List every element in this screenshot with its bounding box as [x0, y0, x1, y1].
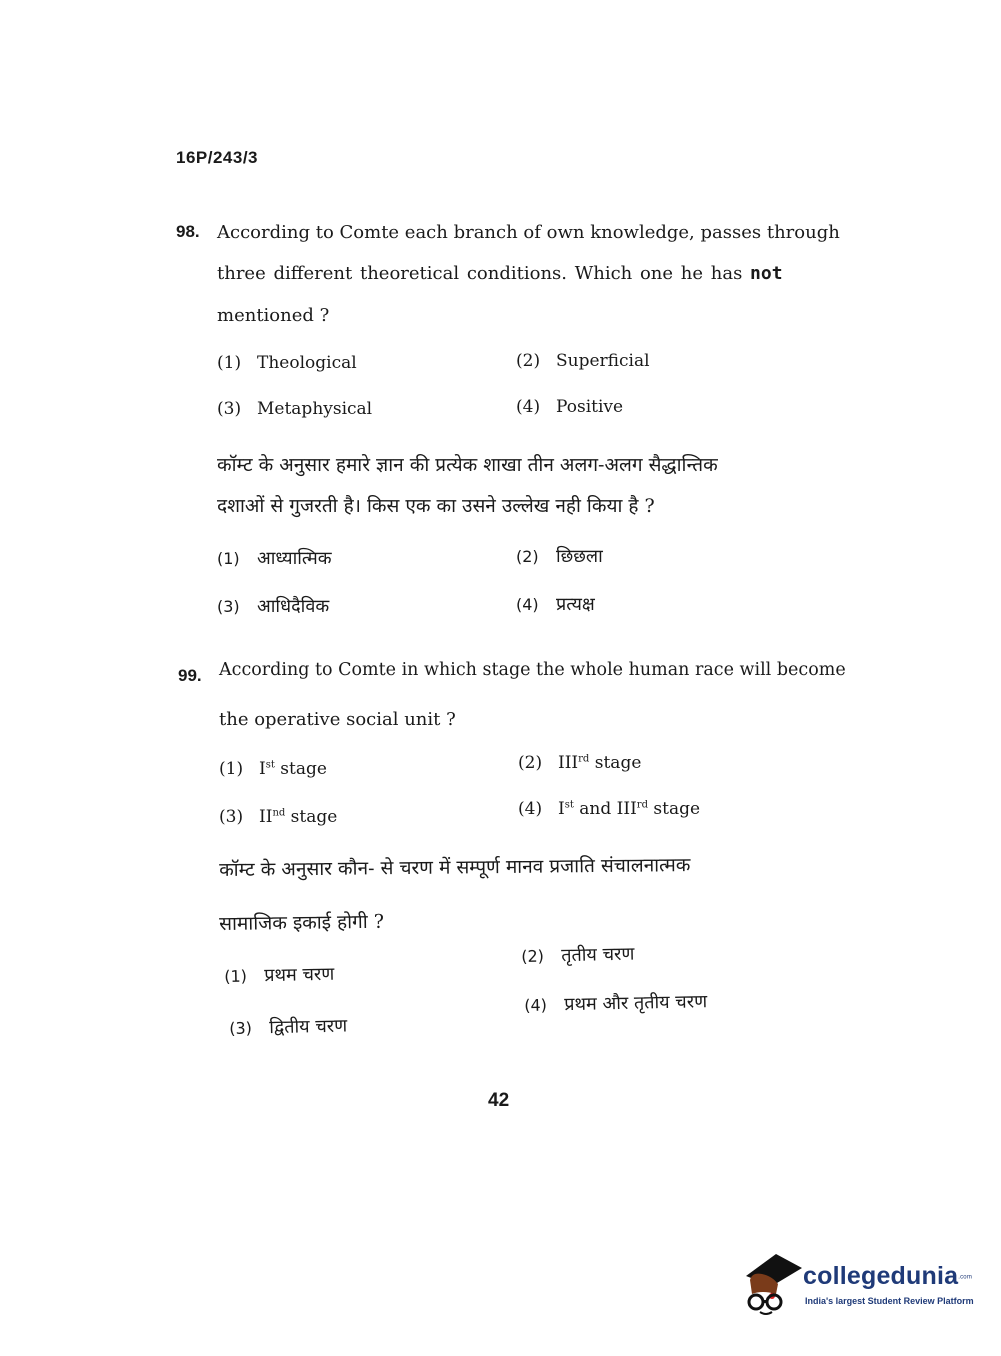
q99-hi-option-3-text: द्वितीय चरण [269, 1015, 348, 1039]
q98-hi-option-4-number: (4) [516, 595, 539, 614]
q99-hi-option-3-number: (3) [229, 1018, 253, 1038]
q98-option-1 [217, 353, 357, 373]
q98-option-4-number: (4) [516, 397, 541, 417]
q99-option-3-roman: II [259, 807, 273, 827]
q99-option-1-text: stage [274, 759, 327, 779]
q99-hi-option-4-number: (4) [524, 995, 548, 1015]
q98-hi-line-2: दशाओं से गुजरती है। किस एक का उसने उल्लेख नही किया है ? [217, 495, 655, 517]
q98-hi-option-2-text: छिछला [556, 546, 603, 567]
q98-option-1-text: Theological [257, 353, 357, 373]
q99-option-1-roman: I [259, 759, 266, 779]
q99-option-4-text: stage [647, 799, 701, 819]
q99-en-line-2: the operative social unit ? [219, 709, 456, 730]
q98-hi-option-2 [516, 544, 603, 568]
q99-option-4-sup: st [564, 799, 574, 811]
q99-option-1-sup: st [265, 759, 275, 771]
q99-hi-option-2-text: तृतीय चरण [561, 943, 635, 967]
q98-option-2-text: Superficial [556, 351, 650, 371]
q99-option-4-roman: I [558, 799, 565, 819]
q98-option-4 [516, 397, 623, 417]
q99-option-3-number: (3) [219, 807, 244, 827]
q99-option-1 [219, 759, 327, 779]
collegedunia-mascot-icon [742, 1250, 804, 1320]
watermark-tagline: India's largest Student Review Platform [805, 1296, 974, 1306]
q98-number: 98. [176, 222, 200, 241]
q99-hi-option-1-number: (1) [224, 966, 248, 986]
q98-option-2-number: (2) [516, 351, 541, 371]
watermark-name [803, 1262, 972, 1291]
q99-hi-option-2 [521, 942, 635, 968]
q98-option-4-text: Positive [556, 397, 624, 417]
q99-number: 99. [178, 666, 202, 685]
q98-hi-line-1: कॉम्ट के अनुसार हमारे ज्ञान की प्रत्येक शाखा तीन अलग-अलग सैद्धान्तिक [217, 454, 718, 476]
q98-option-2 [516, 351, 650, 371]
watermark-com: .com [958, 1274, 973, 1281]
q98-en-line-2 [217, 263, 783, 284]
q99-option-1-number: (1) [219, 759, 244, 779]
q98-hi-option-3-text: आधिदैविक [257, 596, 330, 617]
q99-hi-option-1-text: प्रथम चरण [264, 963, 335, 987]
q98-en-line-2-text: three different theoretical conditions. Which one he has [217, 263, 751, 284]
q98-hi-option-2-number: (2) [516, 547, 539, 566]
q99-en-line-1: According to Comte in which stage the whole human race will become [219, 660, 846, 680]
q99-hi-option-4-text: प्रथम और तृतीय चरण [564, 991, 708, 1016]
q99-option-3 [219, 807, 337, 827]
q99-option-2-text: stage [589, 753, 642, 773]
q98-hi-option-3 [217, 594, 329, 618]
q99-hi-option-4 [524, 989, 707, 1017]
q98-hi-option-1-number: (1) [217, 549, 240, 568]
q99-option-3-sup: nd [272, 807, 286, 819]
q99-option-3-text: stage [285, 807, 338, 827]
q98-hi-option-3-number: (3) [217, 597, 240, 616]
q98-en-emphasis: not [750, 263, 783, 284]
q99-hi-option-2-number: (2) [521, 946, 545, 966]
q98-option-1-number: (1) [217, 353, 242, 373]
q99-option-2-roman: III [558, 753, 579, 773]
q99-hi-option-3 [229, 1014, 347, 1040]
q99-option-4-sup2: rd [636, 799, 648, 811]
q98-hi-option-1-text: आध्यात्मिक [257, 548, 332, 569]
q98-option-3-number: (3) [217, 399, 242, 419]
q99-option-2-sup: rd [578, 753, 590, 765]
watermark-name-text: collegedunia [803, 1262, 959, 1290]
page-number: 42 [488, 1090, 510, 1111]
paper-code: 16P/243/3 [176, 148, 259, 167]
q98-option-3 [217, 399, 372, 419]
q99-option-4 [518, 799, 700, 819]
q99-hi-line-1: कॉम्ट के अनुसार कौन- से चरण में सम्पूर्ण मानव प्रजाति संचालनात्मक [219, 854, 691, 881]
q98-hi-option-1 [217, 546, 332, 570]
q98-en-line-3: mentioned ? [217, 305, 330, 326]
q99-hi-line-2: सामाजिक इकाई होगी ? [219, 910, 385, 935]
q98-hi-option-4 [516, 592, 595, 616]
q99-hi-option-1 [224, 962, 335, 988]
q99-option-2-number: (2) [518, 753, 543, 773]
q99-option-2 [518, 753, 641, 773]
q98-hi-option-4-text: प्रत्यक्ष [556, 594, 595, 615]
q99-option-4-mid: and III [573, 799, 637, 819]
q98-option-3-text: Metaphysical [257, 399, 373, 419]
q99-option-4-number: (4) [518, 799, 543, 819]
q98-en-line-1: According to Comte each branch of own knowledge, passes through [217, 222, 840, 243]
